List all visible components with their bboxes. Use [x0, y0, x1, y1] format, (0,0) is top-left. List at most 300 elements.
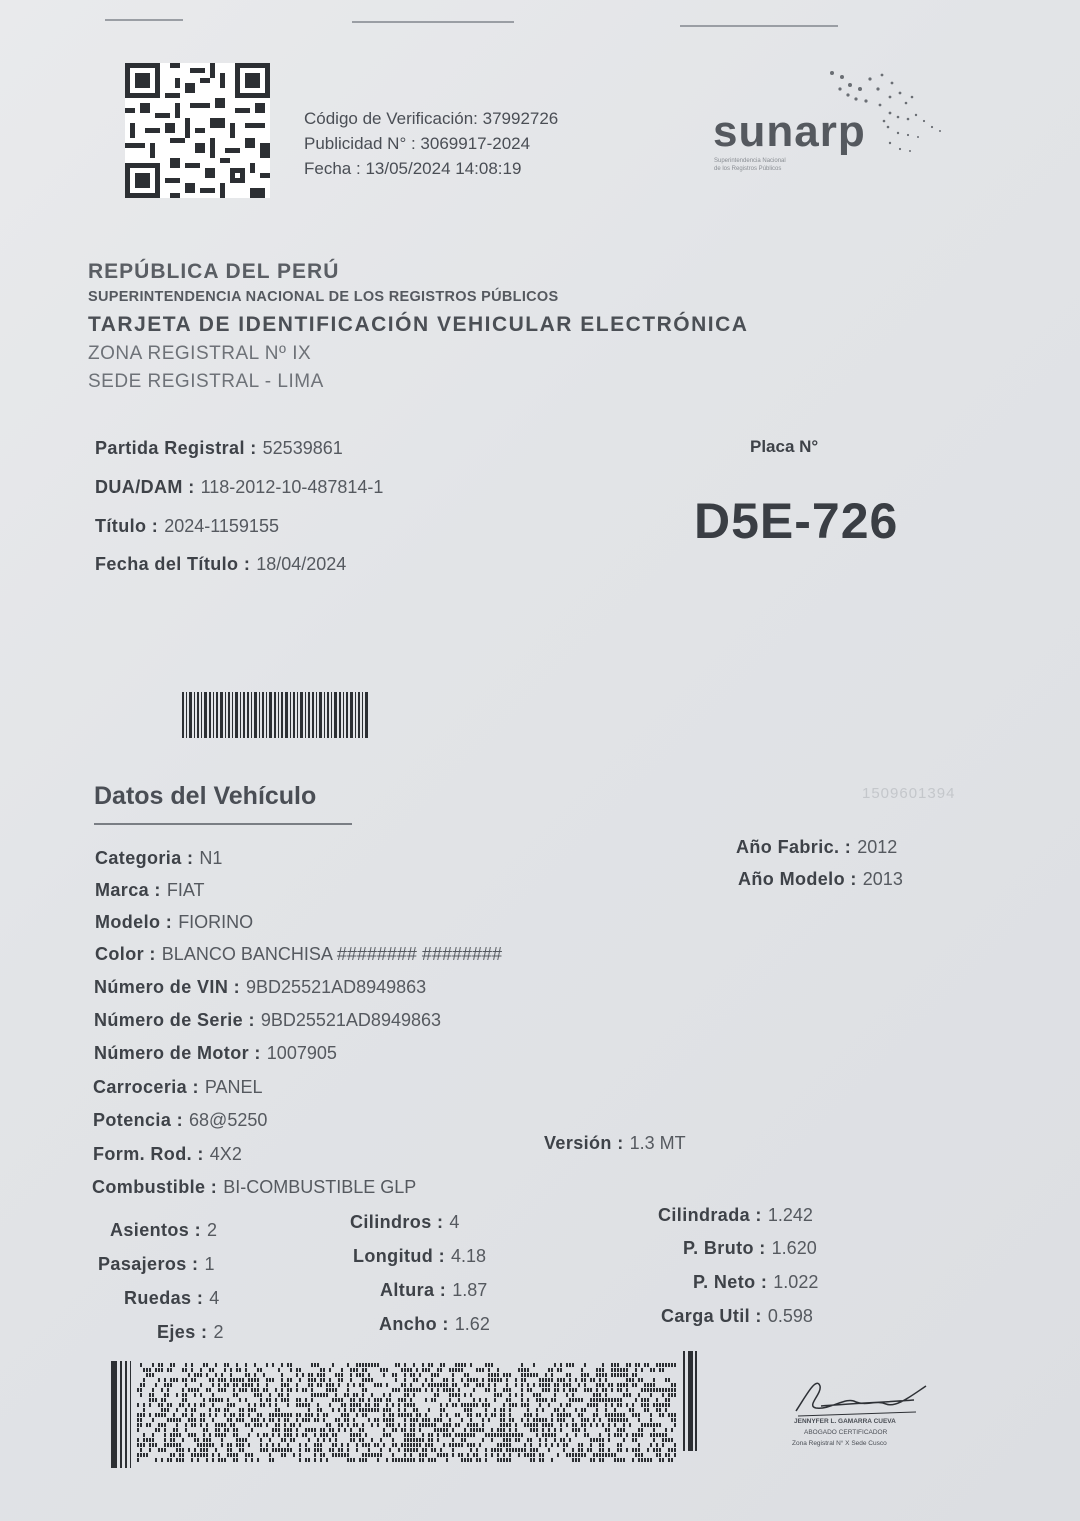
- barcode-module: [656, 1448, 658, 1452]
- barcode-module: [236, 1433, 238, 1437]
- barcode-module: [446, 1383, 448, 1387]
- barcode-module: [215, 1448, 217, 1452]
- barcode-module: [206, 1438, 208, 1442]
- barcode-module: [431, 1458, 433, 1462]
- barcode-module: [521, 1388, 523, 1392]
- barcode-module: [137, 1438, 139, 1442]
- barcode-module: [458, 1368, 460, 1372]
- barcode-module: [539, 1398, 541, 1402]
- barcode-module: [329, 1438, 331, 1442]
- barcode-module: [275, 1428, 277, 1432]
- barcode-module: [392, 1428, 394, 1432]
- barcode-module: [377, 1423, 379, 1427]
- barcode-module: [182, 1393, 184, 1397]
- barcode-module: [404, 1413, 406, 1417]
- barcode-module: [482, 1378, 484, 1382]
- logo-subtitle-line: Superintendencia Nacional: [714, 158, 786, 164]
- barcode-module: [512, 1433, 514, 1437]
- barcode-module: [509, 1453, 511, 1457]
- barcode-module: [659, 1458, 661, 1462]
- barcode-module: [347, 1363, 349, 1367]
- barcode-module: [506, 1448, 508, 1452]
- barcode-module: [383, 1433, 385, 1437]
- barcode-module: [389, 1393, 391, 1397]
- barcode-module: [380, 1453, 382, 1457]
- barcode-module: [674, 1443, 676, 1447]
- barcode-module: [659, 1408, 661, 1412]
- barcode-module: [212, 1393, 214, 1397]
- barcode-module: [365, 1443, 367, 1447]
- barcode-module: [281, 1398, 283, 1402]
- barcode-module: [641, 1433, 643, 1437]
- barcode-module: [578, 1453, 580, 1457]
- barcode-module: [674, 1363, 676, 1367]
- barcode-module: [644, 1423, 646, 1427]
- barcode-module: [350, 1373, 352, 1377]
- barcode-module: [452, 1393, 454, 1397]
- barcode-module: [260, 1438, 262, 1442]
- barcode-module: [287, 1433, 289, 1437]
- barcode-module: [476, 1423, 478, 1427]
- top-divider: [680, 25, 838, 27]
- ancho-label: Ancho :: [379, 1314, 449, 1334]
- barcode-module: [335, 1398, 337, 1402]
- barcode-module: [200, 1418, 202, 1422]
- barcode-module: [566, 1393, 568, 1397]
- barcode-module: [359, 1408, 361, 1412]
- barcode-module: [410, 1423, 412, 1427]
- barcode-module: [278, 1413, 280, 1417]
- barcode-module: [311, 1383, 313, 1387]
- barcode-module: [290, 1428, 292, 1432]
- barcode-module: [452, 1428, 454, 1432]
- barcode-module: [506, 1383, 508, 1387]
- barcode-module: [365, 1363, 367, 1367]
- barcode-module: [353, 1368, 355, 1372]
- barcode-module: [341, 1448, 343, 1452]
- barcode-module: [557, 1443, 559, 1447]
- barcode-module: [278, 1433, 280, 1437]
- qr-code-graphic: [125, 63, 270, 198]
- barcode-module: [314, 1448, 316, 1452]
- barcode-module: [251, 1388, 253, 1392]
- barcode-module: [344, 1453, 346, 1457]
- barcode-module: [515, 1448, 517, 1452]
- barcode-module: [386, 1433, 388, 1437]
- barcode-module: [191, 1433, 193, 1437]
- logo-subtitle-line: de los Registros Públicos: [714, 166, 782, 172]
- barcode-module: [632, 1403, 634, 1407]
- barcode-module: [524, 1368, 526, 1372]
- barcode-module: [473, 1403, 475, 1407]
- barcode-module: [548, 1383, 550, 1387]
- barcode-module: [410, 1388, 412, 1392]
- barcode-module: [458, 1388, 460, 1392]
- combustible-value: BI-COMBUSTIBLE GLP: [223, 1177, 417, 1197]
- barcode-module: [419, 1423, 421, 1427]
- barcode-module: [629, 1393, 631, 1397]
- barcode-module: [230, 1443, 232, 1447]
- barcode-module: [557, 1418, 559, 1422]
- barcode-module: [359, 1403, 361, 1407]
- barcode-module: [551, 1413, 553, 1417]
- barcode-module: [149, 1398, 151, 1402]
- barcode-module: [422, 1418, 424, 1422]
- barcode-module: [587, 1403, 589, 1407]
- barcode-module: [290, 1363, 292, 1367]
- barcode-module: [362, 1398, 364, 1402]
- barcode-module: [194, 1388, 196, 1392]
- barcode-module: [497, 1458, 499, 1462]
- barcode-module: [593, 1418, 595, 1422]
- barcode-module: [398, 1423, 400, 1427]
- barcode-module: [449, 1443, 451, 1447]
- barcode-module: [152, 1388, 154, 1392]
- vin-label: Número de VIN :: [94, 977, 241, 997]
- barcode-module: [581, 1448, 583, 1452]
- barcode-module: [497, 1428, 499, 1432]
- barcode-module: [314, 1428, 316, 1432]
- barcode-module: [164, 1378, 166, 1382]
- barcode-module: [440, 1448, 442, 1452]
- barcode-module: [350, 1368, 352, 1372]
- barcode-module: [230, 1453, 232, 1457]
- barcode-module: [503, 1428, 505, 1432]
- barcode-module: [341, 1423, 343, 1427]
- barcode-module: [527, 1438, 529, 1442]
- barcode-module: [335, 1453, 337, 1457]
- barcode-module: [431, 1423, 433, 1427]
- barcode-module: [578, 1383, 580, 1387]
- barcode-module: [410, 1368, 412, 1372]
- barcode-module: [320, 1378, 322, 1382]
- barcode-module: [665, 1438, 667, 1442]
- barcode-module: [149, 1423, 151, 1427]
- barcode-module: [632, 1413, 634, 1417]
- carga-util-value: 0.598: [767, 1306, 813, 1326]
- barcode-module: [509, 1458, 511, 1462]
- barcode-module: [413, 1418, 415, 1422]
- barcode-module: [572, 1458, 574, 1462]
- barcode-module: [449, 1368, 451, 1372]
- barcode-module: [422, 1448, 424, 1452]
- barcode-module: [362, 1408, 364, 1412]
- barcode-module: [344, 1418, 346, 1422]
- barcode-module: [632, 1458, 634, 1462]
- barcode-module: [443, 1433, 445, 1437]
- barcode-module: [545, 1373, 547, 1377]
- barcode-module: [194, 1438, 196, 1442]
- barcode-module: [257, 1393, 259, 1397]
- barcode-module: [320, 1408, 322, 1412]
- barcode-module: [389, 1413, 391, 1417]
- barcode-module: [338, 1398, 340, 1402]
- barcode-module: [398, 1403, 400, 1407]
- barcode-module: [485, 1388, 487, 1392]
- categoria-label: Categoria :: [95, 848, 194, 868]
- barcode-module: [659, 1368, 661, 1372]
- carroceria-label: Carroceria :: [93, 1077, 199, 1097]
- barcode-module: [674, 1383, 676, 1387]
- barcode-module: [326, 1413, 328, 1417]
- barcode-module: [497, 1443, 499, 1447]
- barcode-module: [323, 1393, 325, 1397]
- barcode-module: [233, 1413, 235, 1417]
- barcode-module: [272, 1413, 274, 1417]
- barcode-module: [395, 1458, 397, 1462]
- barcode-module: [401, 1383, 403, 1387]
- barcode-module: [170, 1383, 172, 1387]
- barcode-module: [491, 1413, 493, 1417]
- barcode-module: [254, 1388, 256, 1392]
- barcode-module: [356, 1443, 358, 1447]
- barcode-module: [197, 1453, 199, 1457]
- barcode-module: [296, 1428, 298, 1432]
- barcode-module: [650, 1418, 652, 1422]
- barcode-module: [407, 1393, 409, 1397]
- barcode-module: [566, 1423, 568, 1427]
- barcode-module: [200, 1393, 202, 1397]
- barcode-module: [356, 1403, 358, 1407]
- barcode-module: [554, 1393, 556, 1397]
- barcode-module: [137, 1443, 139, 1447]
- barcode-module: [569, 1383, 571, 1387]
- barcode-module: [296, 1403, 298, 1407]
- barcode-module: [377, 1408, 379, 1412]
- barcode-module: [383, 1413, 385, 1417]
- barcode-module: [575, 1423, 577, 1427]
- barcode-module: [503, 1433, 505, 1437]
- barcode-module: [140, 1443, 142, 1447]
- barcode-module: [467, 1378, 469, 1382]
- barcode-module: [617, 1368, 619, 1372]
- barcode-module: [623, 1373, 625, 1377]
- barcode-module: [533, 1393, 535, 1397]
- barcode-module: [596, 1453, 598, 1457]
- barcode-module: [245, 1383, 247, 1387]
- barcode-module: [521, 1363, 523, 1367]
- barcode-module: [407, 1368, 409, 1372]
- barcode-module: [212, 1368, 214, 1372]
- barcode-module: [443, 1363, 445, 1367]
- barcode-module: [209, 1433, 211, 1437]
- publicity-label: Publicidad N° :: [304, 134, 416, 153]
- barcode-module: [584, 1418, 586, 1422]
- barcode-module: [284, 1413, 286, 1417]
- barcode-module: [365, 1378, 367, 1382]
- barcode-module: [293, 1453, 295, 1457]
- barcode-module: [230, 1378, 232, 1382]
- barcode-module: [602, 1423, 604, 1427]
- barcode-module: [467, 1373, 469, 1377]
- barcode-module: [527, 1373, 529, 1377]
- barcode-module: [149, 1373, 151, 1377]
- barcode-module: [143, 1403, 145, 1407]
- barcode-module: [632, 1433, 634, 1437]
- barcode-module: [224, 1423, 226, 1427]
- barcode-module: [143, 1453, 145, 1457]
- barcode-module: [530, 1423, 532, 1427]
- barcode-module: [404, 1408, 406, 1412]
- barcode-module: [599, 1378, 601, 1382]
- barcode-module: [248, 1408, 250, 1412]
- barcode-module: [221, 1443, 223, 1447]
- barcode-module: [671, 1438, 673, 1442]
- barcode-module: [647, 1458, 649, 1462]
- barcode-module: [626, 1448, 628, 1452]
- barcode-module: [521, 1433, 523, 1437]
- barcode-module: [602, 1443, 604, 1447]
- barcode-module: [617, 1398, 619, 1402]
- ruedas-value: 4: [209, 1288, 220, 1308]
- barcode-module: [206, 1453, 208, 1457]
- barcode-module: [167, 1383, 169, 1387]
- barcode-module: [167, 1388, 169, 1392]
- barcode-module: [632, 1373, 634, 1377]
- barcode-module: [641, 1423, 643, 1427]
- signature-role: ABOGADO CERTIFICADOR: [804, 1429, 888, 1436]
- barcode-module: [164, 1423, 166, 1427]
- barcode-module: [221, 1378, 223, 1382]
- barcode-module: [431, 1378, 433, 1382]
- barcode-module: [422, 1453, 424, 1457]
- barcode-module: [647, 1388, 649, 1392]
- barcode-module: [464, 1433, 466, 1437]
- barcode-module: [275, 1448, 277, 1452]
- barcode-module: [500, 1413, 502, 1417]
- barcode-module: [203, 1413, 205, 1417]
- barcode-module: [239, 1438, 241, 1442]
- barcode-module: [350, 1433, 352, 1437]
- barcode-module: [308, 1408, 310, 1412]
- titulo-row: [95, 516, 279, 537]
- barcode-module: [227, 1453, 229, 1457]
- barcode-module: [182, 1438, 184, 1442]
- barcode-module: [413, 1378, 415, 1382]
- barcode-module: [287, 1403, 289, 1407]
- combustible-label: Combustible :: [92, 1177, 218, 1197]
- barcode-module: [275, 1403, 277, 1407]
- barcode-module: [332, 1443, 334, 1447]
- barcode-module: [491, 1453, 493, 1457]
- barcode-module: [272, 1448, 274, 1452]
- barcode-module: [386, 1368, 388, 1372]
- barcode-module: [521, 1403, 523, 1407]
- barcode-module: [380, 1383, 382, 1387]
- modelo-label: Modelo :: [95, 912, 173, 932]
- barcode-module: [509, 1443, 511, 1447]
- barcode-module: [470, 1378, 472, 1382]
- barcode-module: [455, 1423, 457, 1427]
- barcode-module: [536, 1428, 538, 1432]
- barcode-module: [275, 1423, 277, 1427]
- barcode-module: [653, 1428, 655, 1432]
- barcode-module: [434, 1448, 436, 1452]
- barcode-module: [170, 1363, 172, 1367]
- barcode-module: [338, 1373, 340, 1377]
- barcode-module: [449, 1388, 451, 1392]
- barcode-module: [566, 1373, 568, 1377]
- barcode-module: [266, 1448, 268, 1452]
- barcode-module: [599, 1368, 601, 1372]
- barcode-module: [305, 1448, 307, 1452]
- barcode-module: [389, 1418, 391, 1422]
- barcode-module: [557, 1378, 559, 1382]
- barcode-module: [434, 1373, 436, 1377]
- barcode-module: [380, 1448, 382, 1452]
- barcode-module: [563, 1418, 565, 1422]
- barcode-module: [551, 1423, 553, 1427]
- barcode-module: [413, 1363, 415, 1367]
- barcode-module: [278, 1393, 280, 1397]
- barcode-module: [356, 1448, 358, 1452]
- barcode-module: [491, 1433, 493, 1437]
- barcode-module: [353, 1438, 355, 1442]
- barcode-module: [464, 1363, 466, 1367]
- barcode-module: [617, 1373, 619, 1377]
- barcode-module: [494, 1388, 496, 1392]
- barcode-module: [488, 1373, 490, 1377]
- barcode-module: [593, 1413, 595, 1417]
- barcode-module: [599, 1418, 601, 1422]
- barcode-module: [590, 1388, 592, 1392]
- altura-label: Altura :: [380, 1280, 447, 1300]
- serie-label: Número de Serie :: [94, 1010, 255, 1030]
- barcode-module: [614, 1418, 616, 1422]
- barcode-module: [461, 1378, 463, 1382]
- barcode-module: [542, 1378, 544, 1382]
- anio-modelo-row: [738, 869, 903, 890]
- barcode-module: [299, 1448, 301, 1452]
- barcode-module: [377, 1403, 379, 1407]
- barcode-module: [359, 1428, 361, 1432]
- barcode-module: [185, 1428, 187, 1432]
- barcode-module: [251, 1408, 253, 1412]
- barcode-module: [461, 1363, 463, 1367]
- barcode-module: [584, 1388, 586, 1392]
- barcode-module: [137, 1423, 139, 1427]
- barcode-module: [191, 1408, 193, 1412]
- barcode-module: [623, 1368, 625, 1372]
- barcode-module: [155, 1413, 157, 1417]
- barcode-module: [563, 1448, 565, 1452]
- barcode-module: [530, 1458, 532, 1462]
- barcode-module: [398, 1413, 400, 1417]
- barcode-module: [611, 1418, 613, 1422]
- barcode-module: [410, 1433, 412, 1437]
- barcode-module: [455, 1443, 457, 1447]
- barcode-module: [242, 1438, 244, 1442]
- partida-value: 52539861: [262, 438, 343, 458]
- barcode-module: [248, 1433, 250, 1437]
- barcode-module: [509, 1448, 511, 1452]
- barcode-module: [590, 1458, 592, 1462]
- barcode-module: [203, 1433, 205, 1437]
- barcode-module: [656, 1403, 658, 1407]
- barcode-module: [233, 1423, 235, 1427]
- barcode-module: [326, 1383, 328, 1387]
- barcode-module: [320, 1383, 322, 1387]
- barcode-module: [452, 1453, 454, 1457]
- barcode-module: [653, 1383, 655, 1387]
- barcode-module: [185, 1408, 187, 1412]
- barcode-module: [668, 1413, 670, 1417]
- barcode-module: [584, 1453, 586, 1457]
- barcode-module: [368, 1378, 370, 1382]
- barcode-module: [539, 1418, 541, 1422]
- barcode-module: [590, 1378, 592, 1382]
- barcode-module: [641, 1368, 643, 1372]
